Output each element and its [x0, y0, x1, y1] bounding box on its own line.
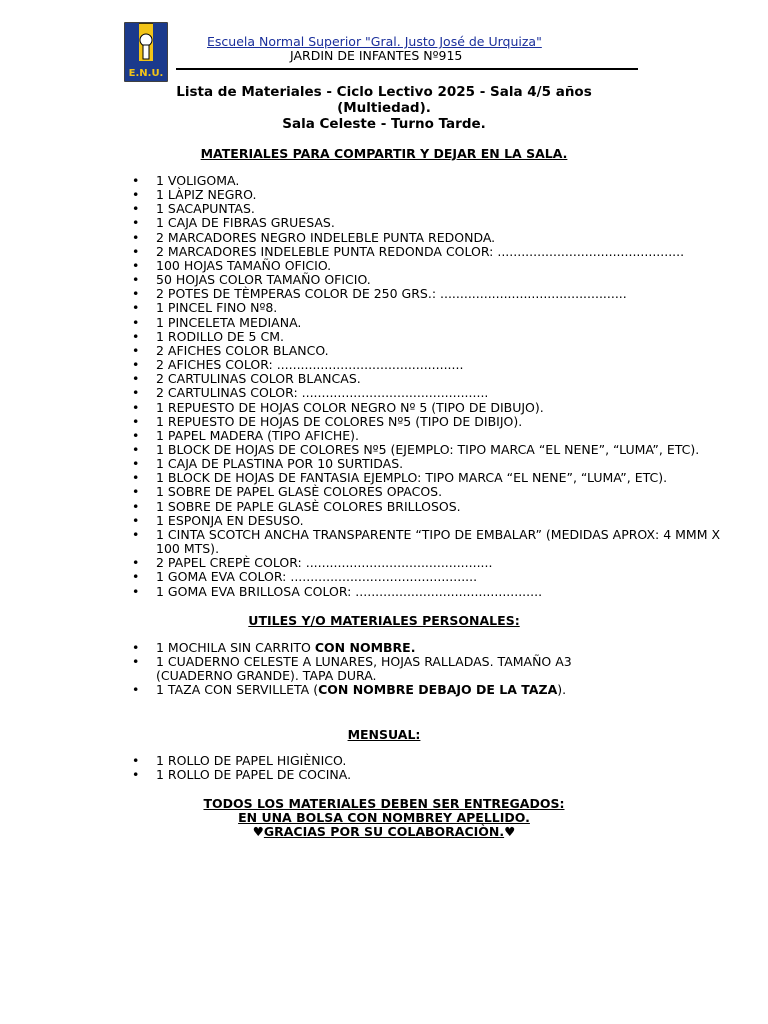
list-item: • 1 BLOCK DE HOJAS DE FANTASIA EJEMPLO: TIPO MARCA “EL NENE”, “LUMA”, ETC). — [156, 471, 741, 485]
list-item: • 1 REPUESTO DE HOJAS DE COLORES Nº5 (TIPO DE DIBIJO). — [156, 415, 741, 429]
shield-logo-icon — [124, 22, 168, 82]
list-item: • 2 AFICHES COLOR: ............................................... — [156, 358, 741, 372]
list-item: • 1 CAJA DE FIBRAS GRUESAS. — [156, 216, 741, 230]
list-item: • 2 AFICHES COLOR BLANCO. — [156, 344, 741, 358]
list-item: • 2 MARCADORES INDELEBLE PUNTA REDONDA COLOR: ............................................... — [156, 245, 741, 259]
item-bold-text: CON NOMBRE. — [314, 640, 416, 655]
item-text: 1 TAZA CON SERVILLETA ( — [156, 682, 319, 698]
list-item: • 1 SOBRE DE PAPLE GLASÈ COLORES BRILLOSOS. — [156, 500, 741, 514]
closing-note — [0, 797, 768, 839]
document-title — [160, 84, 608, 132]
monthly-list — [156, 754, 741, 782]
personal-materials-heading: UTILES Y/O MATERIALES PERSONALES: — [248, 613, 520, 628]
list-item: • 1 ESPONJA EN DESUSO. — [156, 514, 741, 528]
closing-line-2: EN UNA BOLSA CON NOMBREY APELLIDO. — [238, 810, 530, 825]
list-item: • 2 PAPEL CREPÈ COLOR: ............................................... — [156, 556, 741, 570]
list-item: • 1 BLOCK DE HOJAS DE COLORES Nº5 (EJEMPLO: TIPO MARCA “EL NENE”, “LUMA”, ETC). — [156, 443, 741, 457]
list-item: • 1 SOBRE DE PAPEL GLASÈ COLORES OPACOS. — [156, 485, 741, 499]
list-item: • 1 PINCEL FINO Nº8. — [156, 301, 741, 315]
list-item: • 1 SACAPUNTAS. — [156, 202, 741, 216]
item-text-end: ). — [557, 682, 567, 698]
list-item: • 1 CINTA SCOTCH ANCHA TRANSPARENTE “TIPO DE EMBALAR” (MEDIDAS APROX: 4 MMM X 100 MTS). — [156, 528, 741, 556]
list-item: • 1 LÀPIZ NEGRO. — [156, 188, 741, 202]
list-item — [156, 641, 596, 655]
list-item: • 1 ROLLO DE PAPEL DE COCINA. — [156, 768, 741, 782]
personal-materials-list — [156, 641, 596, 698]
item-text: 1 MOCHILA SIN CARRITO — [156, 640, 315, 655]
title-line-2: (Multiedad). — [337, 100, 431, 116]
shared-materials-heading: MATERIALES PARA COMPARTIR Y DEJAR EN LA SALA. — [200, 146, 568, 161]
item-bold-text: CON NOMBRE DEBAJO DE LA TAZA — [318, 682, 558, 698]
header-divider — [176, 68, 638, 70]
title-line-3: Sala Celeste - Turno Tarde. — [282, 116, 486, 132]
title-line-1: Lista de Materiales - Ciclo Lectivo 2025 - Sala 4/5 años — [176, 84, 592, 100]
heart-icon: ♥ — [504, 824, 516, 839]
shared-materials-list — [156, 174, 741, 599]
list-item: • 2 MARCADORES NEGRO INDELEBLE PUNTA REDONDA. — [156, 231, 741, 245]
logo-text: E.N.U. — [128, 68, 164, 79]
list-item: • 100 HOJAS TAMAÑO OFICIO. — [156, 259, 741, 273]
list-item: • 1 RODILLO DE 5 CM. — [156, 330, 741, 344]
list-item — [156, 683, 596, 697]
heart-icon: ♥ — [252, 824, 264, 839]
list-item: • 1 REPUESTO DE HOJAS COLOR NEGRO Nº 5 (TIPO DE DIBUJO). — [156, 401, 741, 415]
list-item: • 2 CARTULINAS COLOR: ............................................... — [156, 386, 741, 400]
list-item: • 1 GOMA EVA COLOR: ............................................... — [156, 570, 741, 584]
list-item: • 2 CARTULINAS COLOR BLANCAS. — [156, 372, 741, 386]
thanks-text: GRACIAS POR SU COLABORACIÒN. — [263, 824, 505, 839]
closing-line-3 — [0, 825, 768, 839]
list-item: • 2 POTES DE TÈMPERAS COLOR DE 250 GRS.: ............................................... — [156, 287, 741, 301]
school-logo — [124, 22, 168, 82]
list-item: • 50 HOJAS COLOR TAMAÑO OFICIO. — [156, 273, 741, 287]
list-item: • 1 CAJA DE PLASTINA POR 10 SURTIDAS. — [156, 457, 741, 471]
list-item: • 1 ROLLO DE PAPEL HIGIÈNICO. — [156, 754, 741, 768]
closing-line-1: TODOS LOS MATERIALES DEBEN SER ENTREGADOS: — [203, 796, 565, 811]
list-item: • 1 CUADERNO CELESTE A LUNARES, HOJAS RALLADAS. TAMAÑO A3 (CUADERNO GRANDE). TAPA DURA. — [156, 655, 596, 683]
list-item: • 1 PINCELETA MEDIANA. — [156, 316, 741, 330]
school-name-link[interactable]: Escuela Normal Superior "Gral. Justo José de Urquiza" — [207, 34, 542, 49]
list-item: • 1 VOLIGOMA. — [156, 174, 741, 188]
monthly-heading: MENSUAL: — [347, 727, 421, 742]
list-item: • 1 GOMA EVA BRILLOSA COLOR: ............................................... — [156, 585, 741, 599]
list-item: • 1 PAPEL MADERA (TIPO AFICHE). — [156, 429, 741, 443]
kindergarten-name: JARDIN DE INFANTES Nº915 — [290, 48, 463, 63]
